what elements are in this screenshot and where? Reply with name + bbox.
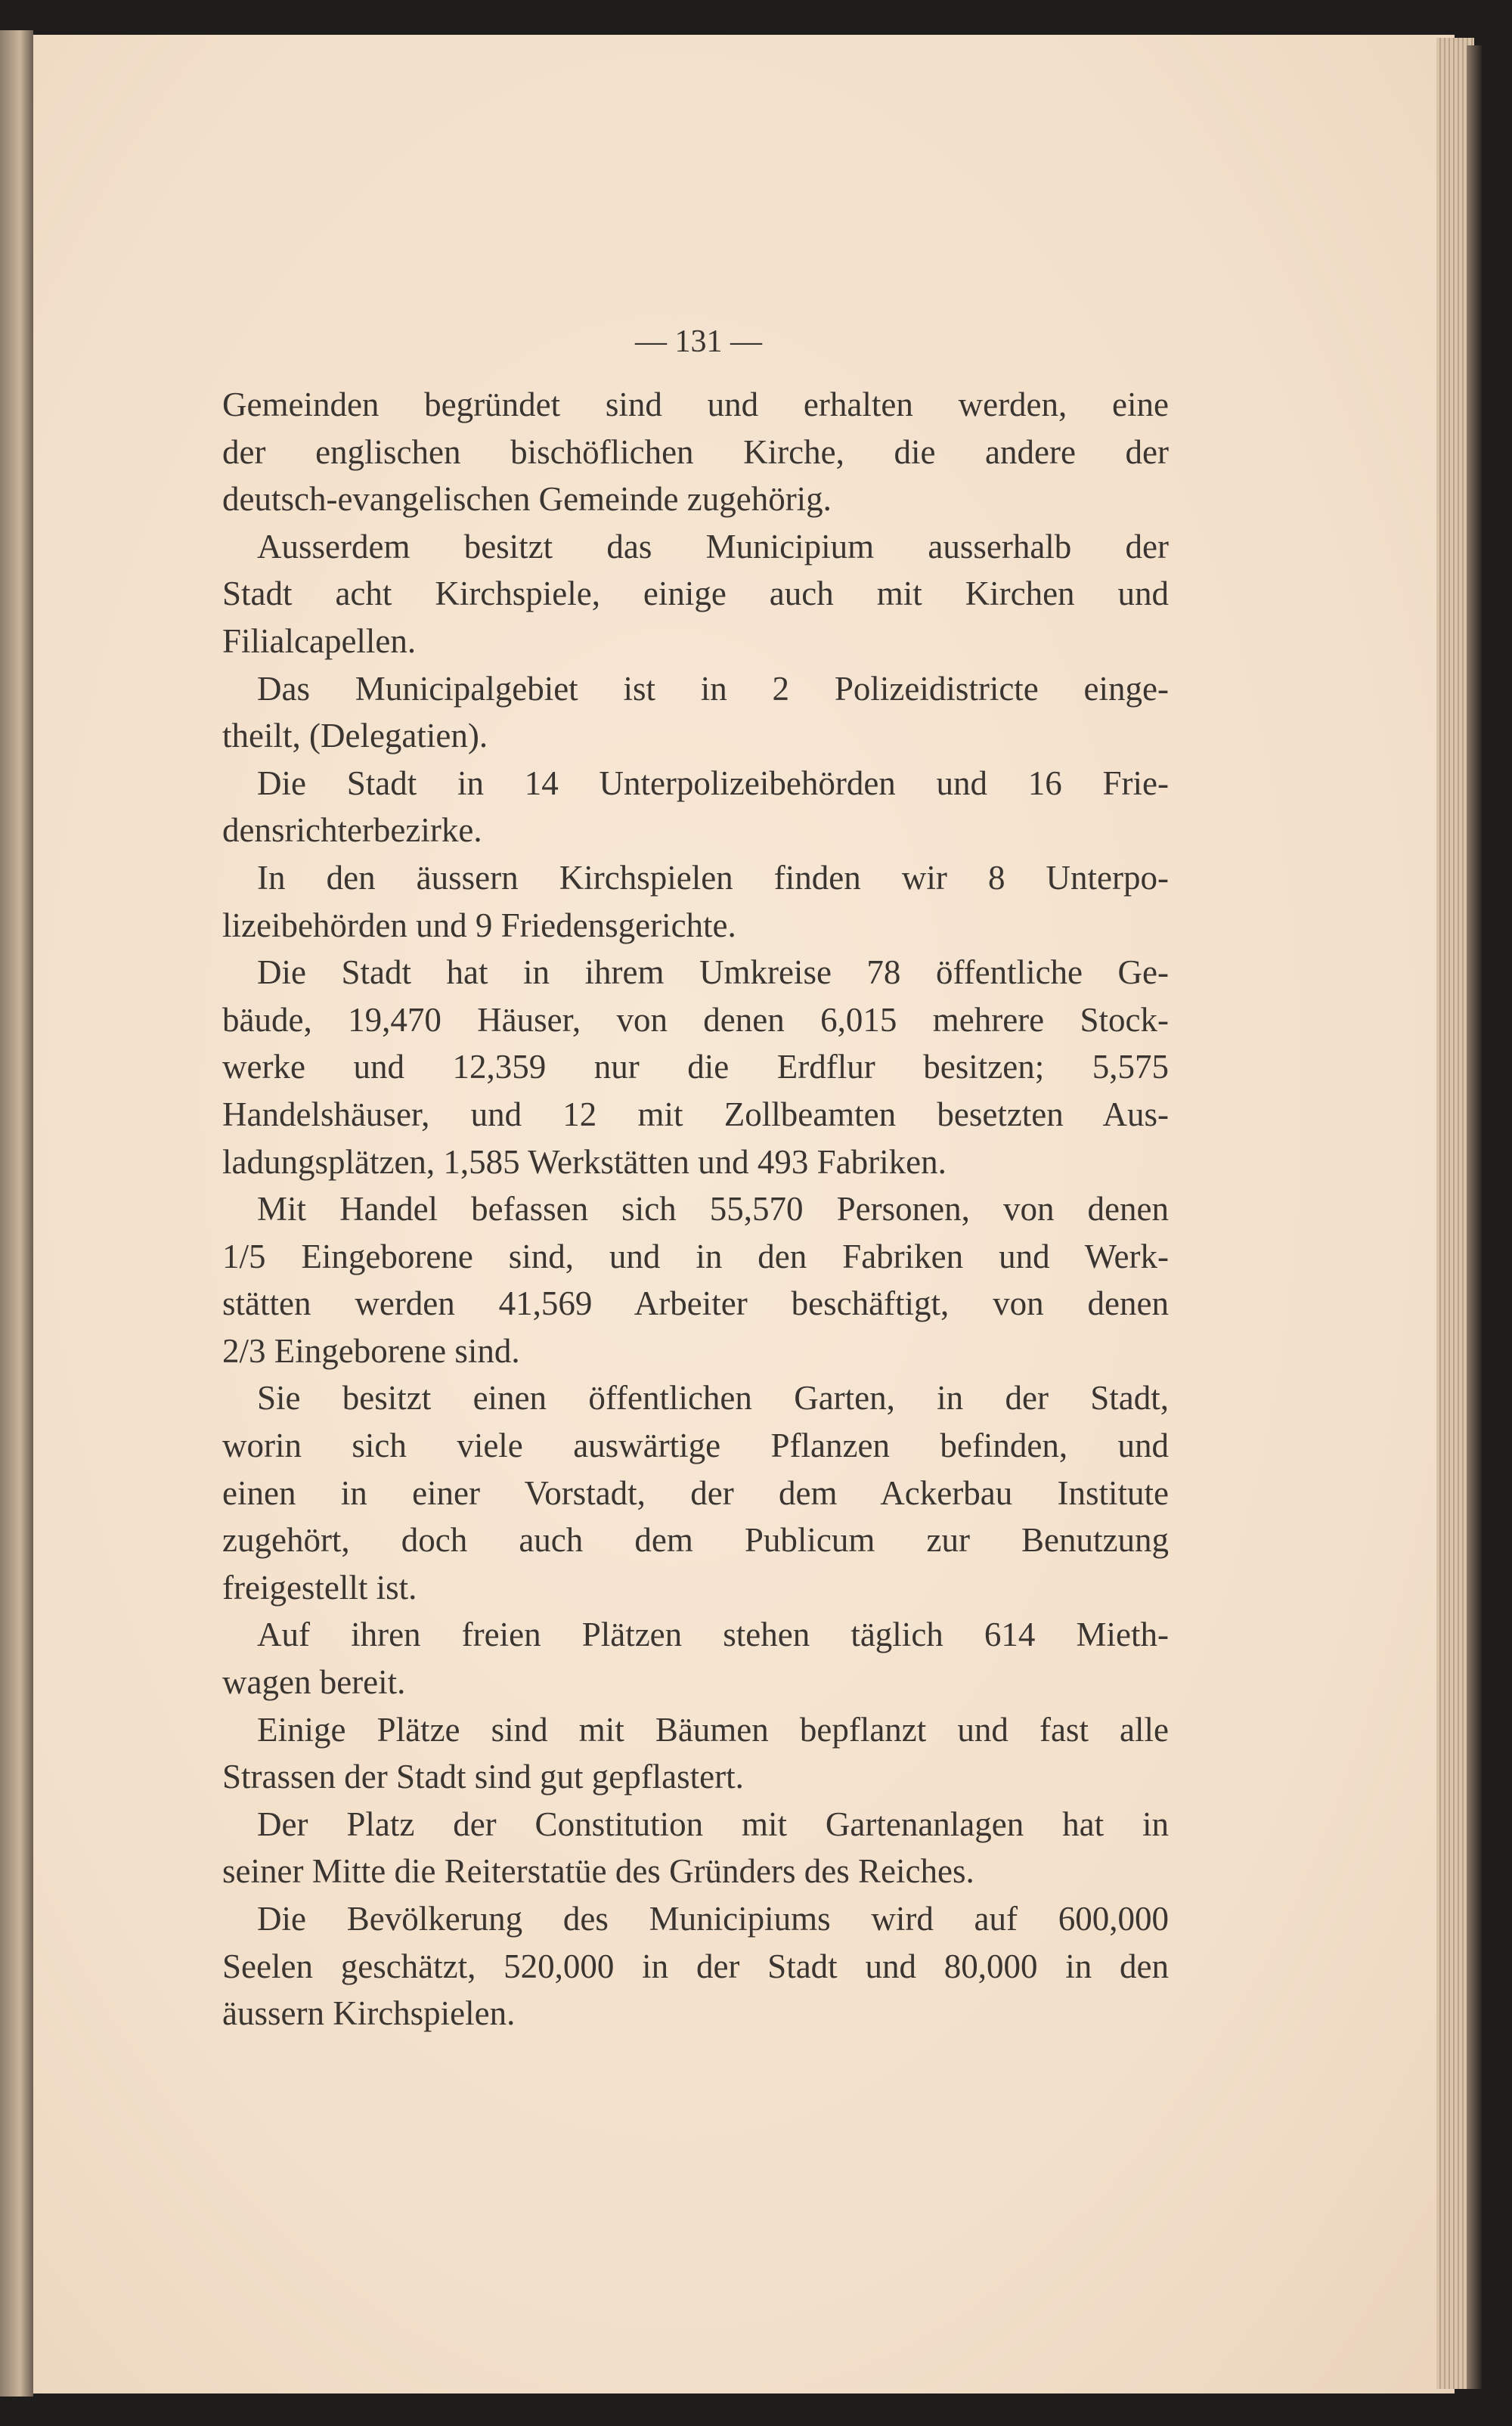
text-line: worin sich viele auswärtige Pflanzen befinden, und <box>222 1427 1169 1465</box>
text-line: einen in einer Vorstadt, der dem Ackerbau Institute <box>222 1473 1169 1512</box>
text-line: Die Stadt hat in ihrem Umkreise 78 öffentliche Ge- <box>257 953 1169 992</box>
paragraph <box>222 1374 1169 1611</box>
paragraph <box>222 1611 1169 1706</box>
text-line: 1/5 Eingeborene sind, und in den Fabriken und Werk- <box>222 1237 1169 1275</box>
text-line: werke und 12,359 nur die Erdflur besitzen; 5,575 <box>222 1048 1169 1086</box>
text-line: Sie besitzt einen öffentlichen Garten, in der Stadt, <box>257 1379 1169 1417</box>
previous-page-edge <box>0 30 33 2397</box>
text-line: Das Municipalgebiet ist in 2 Polizeidistricte einge- <box>257 669 1169 708</box>
text-line: Der Platz der Constitution mit Gartenanlagen hat in <box>257 1805 1169 1843</box>
text-line: Ausserdem besitzt das Municipium ausserhalb der <box>257 527 1169 565</box>
text-line: äussern Kirchspielen. <box>222 1994 516 2033</box>
text-line: seiner Mitte die Reiterstatüe des Gründers des Reiches. <box>222 1852 974 1891</box>
text-line: Gemeinden begründet sind und erhalten werden, eine <box>222 386 1169 423</box>
text-line: freigestellt ist. <box>222 1568 417 1606</box>
text-line: Seelen geschätzt, 520,000 in der Stadt und 80,000 in den <box>222 1947 1169 1985</box>
page-number: — 131 — <box>635 324 762 359</box>
text-line: theilt, (Delegatien). <box>222 717 488 755</box>
paragraph <box>222 1706 1169 1801</box>
text-line: stätten werden 41,569 Arbeiter beschäftigt, von denen <box>222 1284 1169 1323</box>
text-line: bäude, 19,470 Häuser, von denen 6,015 mehrere Stock- <box>222 1000 1169 1039</box>
book-page <box>33 35 1455 2393</box>
paragraph <box>222 949 1169 1185</box>
text-line: Stadt acht Kirchspiele, einige auch mit Kirchen und <box>222 575 1169 613</box>
text-line: Handelshäuser, und 12 mit Zollbeamten besetzten Aus- <box>222 1095 1169 1133</box>
text-line: Auf ihren freien Plätzen stehen täglich 614 Mieth- <box>257 1616 1169 1654</box>
binding-shadow <box>1467 45 1482 2389</box>
paragraph <box>222 1895 1169 2037</box>
text-line: ladungsplätzen, 1,585 Werkstätten und 493 Fabriken. <box>222 1142 947 1181</box>
text-line: In den äussern Kirchspielen finden wir 8 Unterpo- <box>257 858 1169 897</box>
text-line: Strassen der Stadt sind gut gepflastert. <box>222 1758 744 1796</box>
text-line: deutsch-evangelischen Gemeinde zugehörig. <box>222 480 832 519</box>
text-line: Die Stadt in 14 Unterpolizeibehörden und 16 Frie- <box>257 764 1169 802</box>
paragraph <box>222 1185 1169 1374</box>
text-line: Einige Plätze sind mit Bäumen bepflanzt und fast alle <box>257 1710 1169 1749</box>
text-line: Filialcapellen. <box>222 621 417 660</box>
body-text <box>222 381 1169 2037</box>
text-line: wagen bereit. <box>222 1663 406 1702</box>
paragraph <box>222 665 1169 760</box>
paragraph <box>222 760 1169 854</box>
paragraph <box>222 1801 1169 1895</box>
text-line: der englischen bischöflichen Kirche, die andere der <box>222 432 1169 471</box>
text-line: Die Bevölkerung des Municipiums wird auf 600,000 <box>257 1900 1169 1938</box>
paragraph <box>222 523 1169 665</box>
text-line: densrichterbezirke. <box>222 811 482 850</box>
text-line: Mit Handel befassen sich 55,570 Personen, von denen <box>257 1190 1169 1228</box>
paragraph <box>222 381 1169 523</box>
text-line: 2/3 Eingeborene sind. <box>222 1331 520 1370</box>
text-line: zugehört, doch auch dem Publicum zur Benutzung <box>222 1521 1169 1560</box>
paragraph <box>222 854 1169 949</box>
text-line: lizeibehörden und 9 Friedensgerichte. <box>222 906 736 944</box>
